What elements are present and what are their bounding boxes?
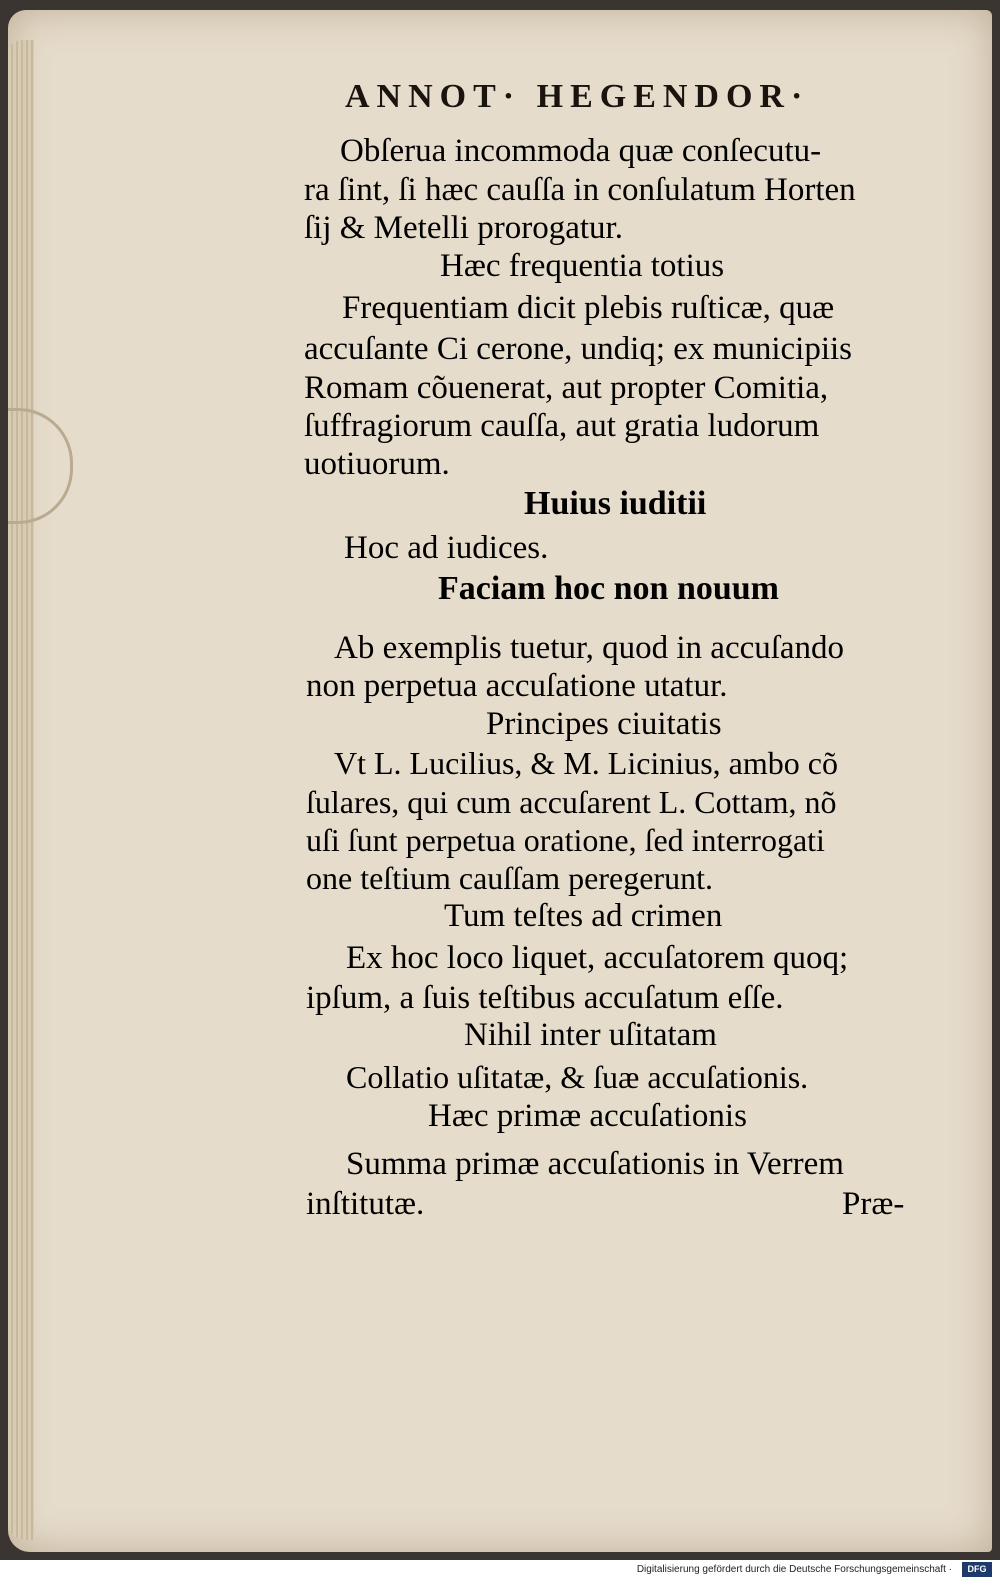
text-line: accuſante Ci cerone, undiq; ex municipiis: [304, 331, 852, 367]
text-line: Obſerua incommoda quæ conſecutu-: [340, 133, 822, 169]
text-line: ra ſint, ſi hæc cauſſa in conſulatum Horten: [304, 172, 856, 208]
catchword: Præ-: [842, 1186, 905, 1222]
lemma-line: Hæc primæ accuſationis: [428, 1098, 747, 1134]
lemma-line: Nihil inter uſitatam: [464, 1017, 717, 1053]
text-line: Romam cõuenerat, aut propter Comitia,: [304, 370, 829, 406]
text-line: uſi ſunt perpetua oratione, ſed interrogati: [306, 822, 825, 858]
text-line: non perpetua accuſatione utatur.: [306, 668, 728, 704]
text-line: Vt L. Lucilius, & M. Licinius, ambo cõ: [334, 745, 838, 781]
text-line: one teſtium cauſſam peregerunt.: [306, 860, 713, 896]
text-line: ſulares, qui cum accuſarent L. Cottam, nõ: [306, 784, 837, 820]
running-header: ANNOT· HEGENDOR·: [345, 78, 810, 115]
lemma-line: Tum teſtes ad crimen: [444, 898, 723, 934]
lemma-line: Faciam hoc non nouum: [438, 570, 779, 607]
text-line: ſij & Metelli prorogatur.: [304, 210, 623, 246]
text-line: Frequentiam dicit plebis ruſticæ, quæ: [342, 290, 835, 326]
text-line: Collatio uſitatæ, & ſuæ accuſationis.: [346, 1059, 809, 1095]
dfg-logo: DFG: [962, 1562, 992, 1577]
text-line: Ex hoc loco liquet, accuſatorem quoq;: [346, 940, 849, 976]
lemma-line: Principes ciuitatis: [486, 706, 722, 742]
text-line: ſuffragiorum cauſſa, aut gratia ludorum: [304, 408, 820, 444]
lemma-line: Huius iuditii: [524, 485, 707, 522]
digitization-credit: Digitalisierung gefördert durch die Deutsche Forschungsgemeinschaft ·: [636, 1564, 952, 1575]
text-line: Ab exemplis tuetur, quod in accuſando: [334, 630, 845, 666]
text-line: uotiuorum.: [304, 446, 450, 482]
lemma-line: Hæc frequentia totius: [440, 248, 725, 284]
text-line: Summa primæ accuſationis in Verrem: [346, 1146, 844, 1182]
text-line: inſtitutæ.: [306, 1186, 425, 1222]
page-edges: [8, 40, 34, 1540]
text-line: Hoc ad iudices.: [344, 530, 549, 566]
text-line: ipſum, a ſuis teſtibus accuſatum eſſe.: [306, 980, 784, 1016]
page-clip: [8, 408, 73, 524]
